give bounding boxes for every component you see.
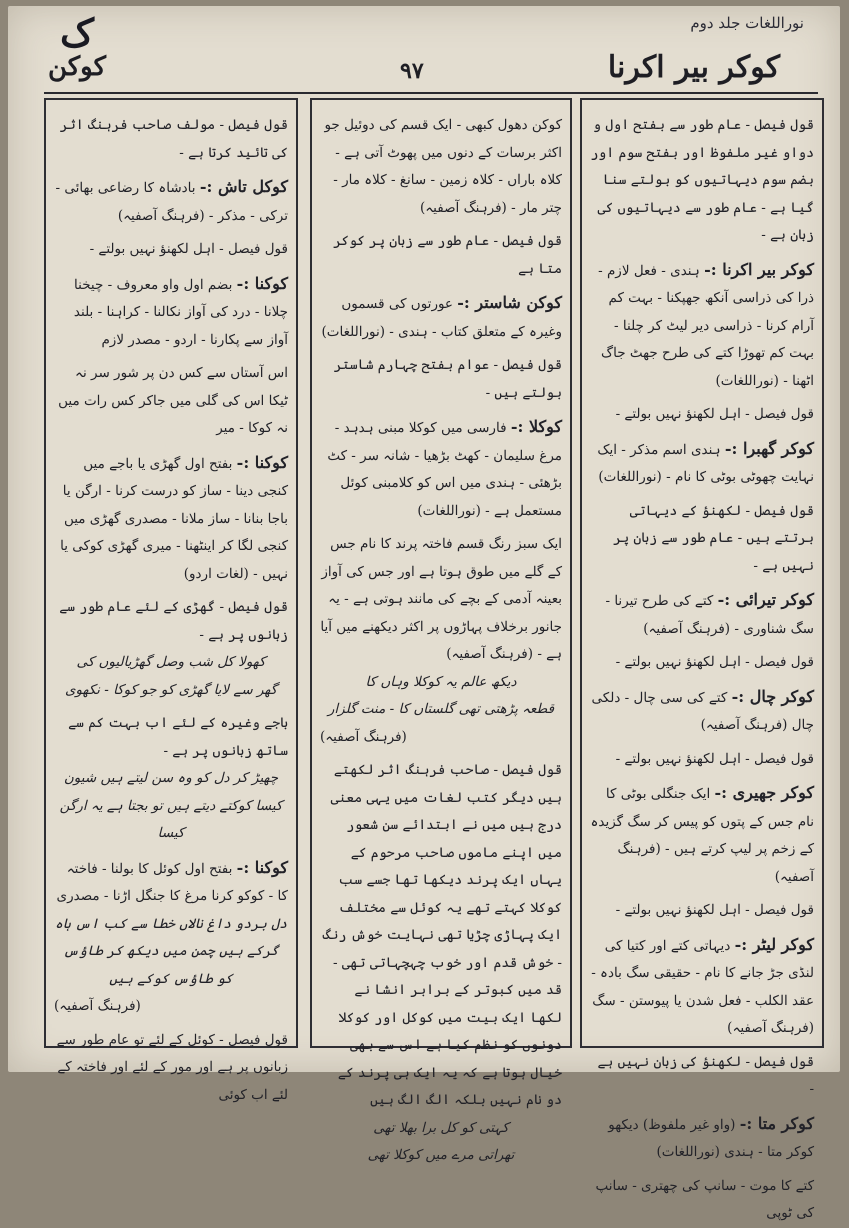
dictionary-entry: کوکر گھبرا :- ہندی اسم مذکر - ایک نہایت چھوٹی بوٹی کا نام - (نوراللغات): [597, 438, 814, 485]
entry-text: قول فیصل - عوام بفتح چہارم شاستر بولتے ہیں -: [333, 357, 562, 401]
entry-headword: کوکر بیر اکرنا :-: [704, 259, 814, 279]
column-middle: [310, 98, 572, 1163]
dictionary-entry: کوکنا :- بضم اول واو معروف - چیخنا چلانا - درد کی آواز نکالنا - کراہنا - بلند آواز سے پکارنا - اردو - مصدر لازم: [73, 273, 288, 348]
entry-headword: کوکنا :-: [236, 452, 288, 472]
verse-line: کھولا کل شب وصل گھڑیالیوں کی: [76, 654, 266, 670]
entry-text: اس آستاں سے کس دن پر شور سر نہ ٹیکا اس کی گلی میں جاکر کس رات میں نہ کوکا - میر: [58, 365, 288, 436]
dictionary-entry: کوکل تاش :- بادشاہ کا رضاعی بھائی - ترکی - مذکر - (فرہنگ آصفیہ): [55, 177, 288, 224]
source-citation: (فرہنگ آصفیہ): [54, 998, 141, 1014]
header-left-title: کوکن: [48, 52, 106, 82]
entry-text: کتے کا موت - سانپ کی چھتری - سانپ کی ٹوپی: [595, 1177, 814, 1221]
verse-line: قطعہ پڑھتی تھی گلستاں کا - منت گلزار: [327, 701, 555, 717]
entry-headword: کوکنا :-: [236, 857, 288, 877]
entry-text: قول فیصل - لکھنؤ کی زبان نہیں ہے -: [597, 1053, 814, 1097]
entry-headword: کوکلا :-: [510, 417, 562, 436]
verse-line: دل بردو داغ نالاں خطا سے کب اس ہاہ گرکے ہیں چمن میں دیکھ کر طاؤس کو طاؤس کوکے ہیں: [54, 915, 288, 987]
verse-line: دیکھ عالم یہ کوکلا وہاں کا: [365, 673, 517, 690]
entry-text: قول فیصل - اہل لکھنؤ نہیں بولتے -: [615, 406, 814, 422]
entry-headword: کوکن شاستر :-: [457, 293, 562, 312]
entry-text: ایک سبز رنگ قسم فاختہ پرند کا نام جس کے گلے میں طوق ہوتا ہے اور جس کی آواز بعینہ آدمی کے بچے کی مانند ہوتی ہے - یہ جانور برخلاف پہاڑوں پر اکثر دیکھنے میں آیا ہے - (فرہنگ آصفیہ): [320, 536, 562, 662]
dictionary-entry: کوکن شاستر :- عورتوں کی قسموں وغیرہ کے متعلق کتاب - ہندی - (نوراللغات): [321, 293, 562, 340]
entry-headword: کوکنا :-: [236, 273, 288, 293]
entry-headword: کوکر تیرائی :-: [717, 590, 814, 609]
entry-text: قول فیصل - کوئل کے لئے تو عام طور سے زبانوں پر ہے اور مور کے لئے اور فاختہ کے لئے اب کوئی: [56, 1031, 288, 1103]
header-right-title: کوکر بیر اکرنا: [607, 50, 780, 85]
page-number: ۹۷: [400, 58, 424, 84]
entry-text: قول فیصل - اہل لکھنؤ نہیں بولتے -: [615, 654, 814, 670]
header-rule: [44, 92, 818, 94]
entry-text: قول فیصل - مولف صاحب فرہنگ اثر کی تائید کرتا ہے -: [59, 117, 288, 161]
dictionary-entry: کوکنا :- بفتح اول کوئل کا بولنا - فاختہ کا - کوکو کرنا مرغ کا جنگل اڑنا - مصدری: [56, 857, 288, 904]
entry-headword: کوکر گھبرا :-: [724, 438, 814, 458]
entry-text: قول فیصل - اہل لکھنؤ نہیں بولتے -: [89, 241, 288, 257]
entry-text: قول فیصل - عام طور سے بفتح اول و دواو غیر ملفوظ اور بفتح سوم اور بضم سوم دیہاتیوں کو بولتے سنا گیا ہے - عام طور سے دیہاتیوں کی زبان ہے -: [590, 117, 814, 243]
entry-headword: کوکر جھیری :-: [714, 783, 814, 802]
entry-text: باجے وغیرہ کے لئے اب بہت کم سے ساتھ زبانوں پر ہے -: [68, 715, 288, 759]
dictionary-entry: کوکر بیر اکرنا :- ہندی - فعل لازم - ذرا کی ذراسی آنکھ جھپکنا - بہت کم آرام کرنا - ذراسی دیر لیٹ کر چلنا - بہت کم تھوڑا کتے کی طرح جھٹ جاگ اٹھنا - (نوراللغات): [598, 259, 814, 389]
entry-headword: کوکل تاش :-: [199, 177, 288, 196]
dictionary-page: [8, 6, 840, 1221]
entry-headword: کوکر لیٹر :-: [734, 934, 814, 954]
verse-line: گھر سے لایا گھڑی کو جو کوکا - نکھوی: [64, 681, 278, 698]
dictionary-entry: کوکلا :- فارسی میں کوکلا مبنی ہدہد - مرغ سلیمان - کھٹ بڑھیا - شانہ سر - کٹ بڑھئی - ہندی میں اس کو کلامبنی کوئل مستعمل ہے - (نوراللغات): [327, 417, 562, 519]
entry-text: قول فیصل - گھڑی کے لئے عام طور سے زبانوں پر ہے -: [59, 599, 288, 643]
entry-text: کوکن دھول کبھی - ایک قسم کی دوئیل جو اکثر برسات کے دنوں میں پھوٹ آتی ہے - کلاہ باراں - کلاہ زمین - سانغ - کلاہ مار - چتر مار - (فرہنگ آصفیہ): [324, 117, 562, 216]
entry-text: قول فیصل - اہل لکھنؤ نہیں بولتے -: [615, 902, 814, 918]
column-left: [44, 98, 298, 1103]
verse-line: کہتی کو کل برا بھلا تھی: [373, 1119, 509, 1136]
verse-line: چھیڑ کر دل کو وہ سن لیتے ہیں شیون کیسا کوکتے دیتے ہیں تو بجتا ہے یہ ارگن کیسا: [59, 770, 283, 841]
dictionary-entry: کوکر تیرائی :- کتے کی طرح تیرنا - سگ شناوری - (فرہنگ آصفیہ): [605, 590, 814, 637]
entry-text: قول فیصل - اہل لکھنؤ نہیں بولتے -: [615, 750, 814, 767]
entry-text: قول فیصل - لکھنؤ کے دیہاتی برتتے ہیں - عام طور سے زبان پر نہیں ہے -: [613, 502, 814, 574]
verse-line: تھراتی مرے میں کوکلا تھی: [367, 1147, 515, 1163]
column-right: [580, 98, 824, 1221]
entry-headword: کوکر متا :-: [739, 1113, 814, 1133]
entry-text: قول فیصل - صاحب فرہنگ اثر لکھتے ہیں دیگر کتب لغات میں یہی معنی درج ہیں میں نے ابتدائے سن شعور میں اپنے ماموں صاحب مرحوم کے یہاں ایک پرند دیکھا تھا جسے سب کوکلا کہتے تھے یہ کوئل سے مختلف ایک پہاڑی چڑیا تھی نہایت خوش رنگ - خوش قدم اور خوب چہچہاتی تھی - قد میں کبوتر کے برابر انشا نے لکھا ایک بیت میں کوکل اور کوکلا دونوں کو نظم کیا ہے اس سے بھی خیال ہوتا ہے کہ یہ ایک ہی پرند کے دو نام نہیں بلکہ الگ الگ ہیں: [322, 762, 562, 1108]
dictionary-entry: کوکر لیٹر :- دیہاتی کتے اور کتیا کی لنڈی جڑ جانے کا نام - حقیقی سگ بادہ - عقد الکلب - فعل شدن یا پیوستن - سگ (فرہنگ آصفیہ): [591, 934, 814, 1036]
top-note: نوراللغات جلد دوم: [690, 14, 804, 32]
entry-headword: کوکر چال :-: [731, 686, 814, 706]
dictionary-entry: کوکر چال :- کتے کی سی چال - دلکی چال (فرہنگ آصفیہ): [591, 686, 814, 733]
dictionary-entry: کوکر متا :- (واو غیر ملفوظ) دیکھو کوکر متا - ہندی (نوراللغات): [608, 1113, 814, 1160]
entry-text: قول فیصل - عام طور سے زبان پر کوکر متا ہے: [333, 233, 562, 277]
section-letter: ک: [60, 10, 95, 55]
dictionary-entry: کوکنا :- بفتح اول گھڑی یا باجے میں کنجی دینا - ساز کو درست کرنا - ارگن یا باجا بنانا - ساز ملانا - مصدری گھڑی میں کنجی لگا کر اینٹھنا - میری گھڑی کوکی یا نہیں - (لغات اردو): [60, 452, 288, 582]
source-citation: (فرہنگ آصفیہ): [320, 728, 407, 745]
dictionary-entry: کوکر جھیری :- ایک جنگلی بوٹی کا نام جس کے پتوں کو پیس کر سگ گزیدہ کے زخم پر لیپ کرتے ہیں - (فرہنگ آصفیہ): [590, 783, 814, 885]
